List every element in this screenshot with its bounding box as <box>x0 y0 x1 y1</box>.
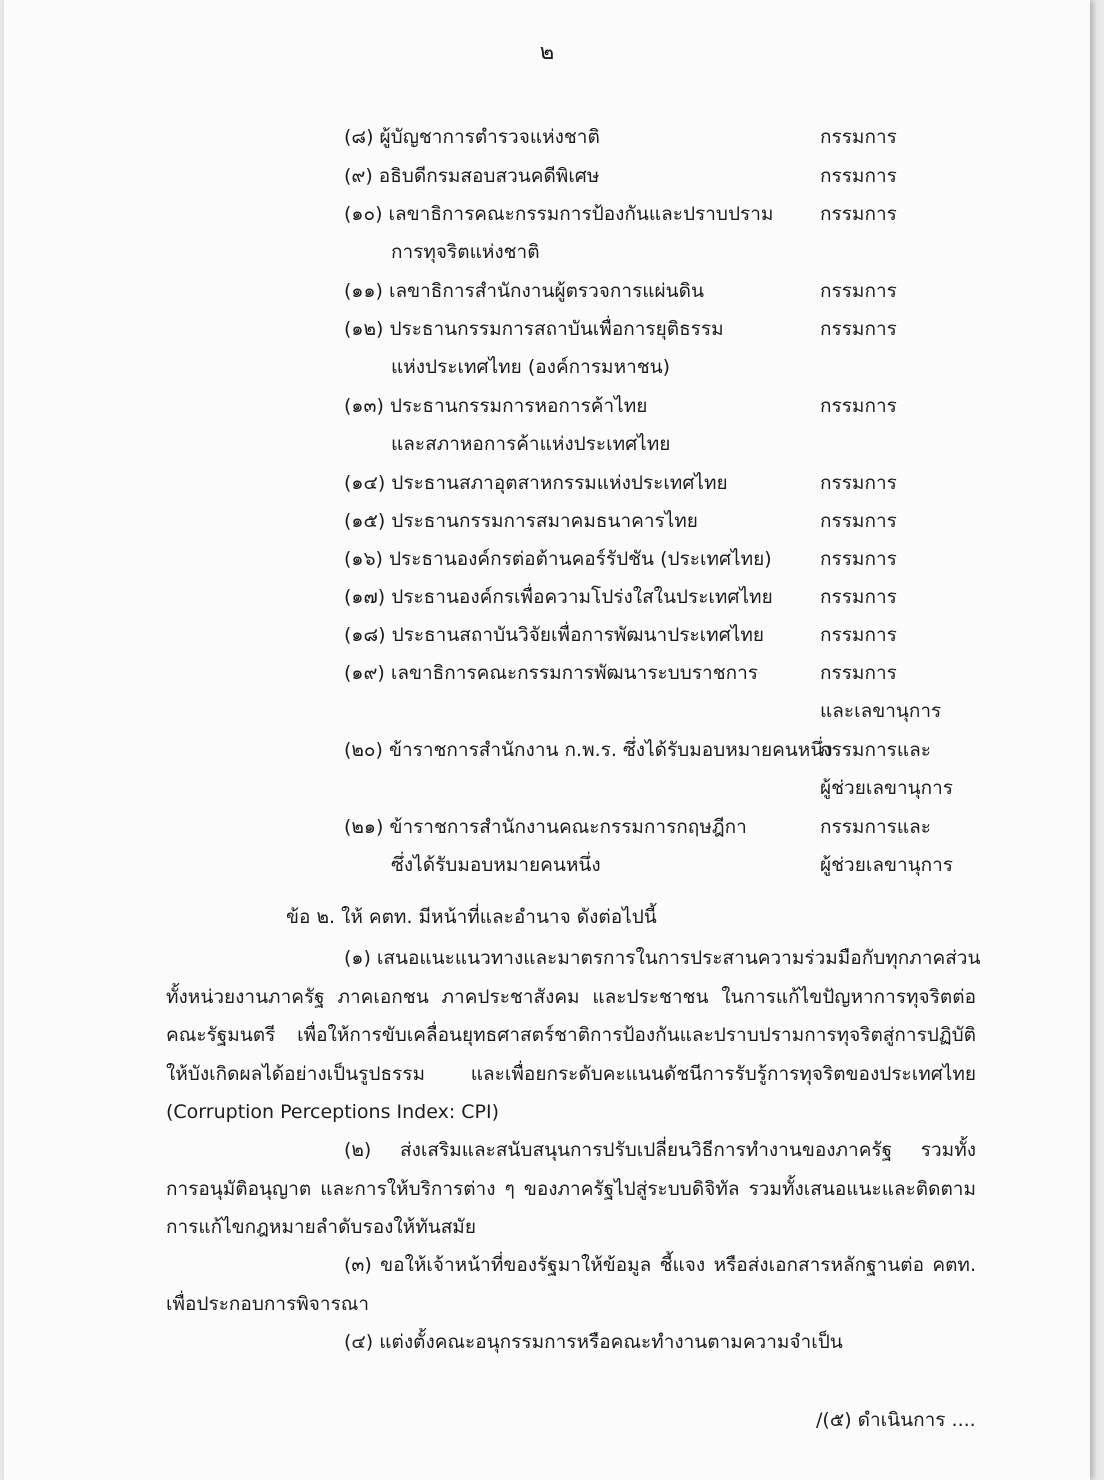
paragraph-line: (๑) เสนอแนะแนวทางและมาตรการในการประสานความร่วมมือกับทุกภาคส่วน <box>344 947 981 969</box>
member-line: (๑๐) เลขาธิการคณะกรรมการป้องกันและปราบปราม <box>344 203 774 225</box>
member-line-continued: การทุจริตแห่งชาติ <box>391 241 540 263</box>
member-role: กรรมการ <box>820 586 897 608</box>
paragraph-line: (Corruption Perceptions Index: CPI) <box>166 1101 500 1123</box>
member-role: กรรมการ <box>820 510 897 532</box>
paragraph-line: (๒) ส่งเสริมและสนับสนุนการปรับเปลี่ยนวิธีการทำงานของภาครัฐ รวมทั้ง <box>344 1139 976 1161</box>
member-role-continued: ผู้ช่วยเลขานุการ <box>820 854 953 876</box>
member-role: กรรมการ <box>820 318 897 340</box>
member-line: (๘) ผู้บัญชาการตำรวจแห่งชาติ <box>344 126 600 148</box>
member-line: (๒๑) ข้าราชการสำนักงานคณะกรรมการกฤษฎีกา <box>344 816 747 838</box>
member-line: (๑๔) ประธานสภาอุตสาหกรรมแห่งประเทศไทย <box>344 472 728 494</box>
duty-paragraph <box>166 1246 976 1323</box>
member-line: (๑๗) ประธานองค์กรเพื่อความโปร่งใสในประเทศไทย <box>344 586 773 608</box>
duty-paragraph <box>166 1323 976 1362</box>
member-line: (๑๕) ประธานกรรมการสมาคมธนาคารไทย <box>344 510 698 532</box>
member-role: กรรมการ <box>820 624 897 646</box>
member-role: กรรมการ <box>820 662 897 684</box>
member-line: (๑๑) เลขาธิการสำนักงานผู้ตรวจการแผ่นดิน <box>344 280 704 302</box>
member-line: (๑๒) ประธานกรรมการสถาบันเพื่อการยุติธรรม <box>344 318 724 340</box>
member-role-continued: และเลขานุการ <box>820 700 942 722</box>
paragraph-line: (๓) ขอให้เจ้าหน้าที่ของรัฐมาให้ข้อมูล ชี้แจง หรือส่งเอกสารหลักฐานต่อ คตท. <box>344 1254 976 1276</box>
member-line: (๑๘) ประธานสถาบันวิจัยเพื่อการพัฒนาประเทศไทย <box>344 624 764 646</box>
member-role: กรรมการและ <box>820 816 931 838</box>
member-role: กรรมการ <box>820 165 897 187</box>
continuation-note: /(๕) ดำเนินการ .... <box>816 1409 976 1431</box>
member-line: (๑๓) ประธานกรรมการหอการค้าไทย <box>344 395 648 417</box>
paragraph-line: เพื่อประกอบการพิจารณา <box>166 1292 370 1315</box>
member-line: (๙) อธิบดีกรมสอบสวนคดีพิเศษ <box>344 165 600 187</box>
member-line: (๑๖) ประธานองค์กรต่อต้านคอร์รัปชัน (ประเทศไทย) <box>344 548 772 570</box>
member-role: กรรมการ <box>820 203 897 225</box>
paragraph-line: การอนุมัติอนุญาต และการให้บริการต่าง ๆ ของภาครัฐไปสู่ระบบดิจิทัล รวมทั้งเสนอแนะและติดตาม <box>166 1177 976 1200</box>
duty-paragraph <box>166 939 981 1132</box>
document-page <box>4 0 1090 1480</box>
member-role: กรรมการ <box>820 395 897 417</box>
member-line-continued: แห่งประเทศไทย (องค์การมหาชน) <box>391 356 671 378</box>
member-line-continued: ซึ่งได้รับมอบหมายคนหนึ่ง <box>391 854 601 876</box>
member-role-continued: ผู้ช่วยเลขานุการ <box>820 777 953 799</box>
member-role: กรรมการ <box>820 548 897 570</box>
member-line: (๑๙) เลขาธิการคณะกรรมการพัฒนาระบบราชการ <box>344 662 758 684</box>
paragraph-line: ทั้งหน่วยงานภาครัฐ ภาคเอกชน ภาคประชาสังคม และประชาชน ในการแก้ไขปัญหาการทุจริตต่อ <box>166 985 976 1008</box>
duty-paragraph <box>166 1131 976 1247</box>
clause-heading: ข้อ ๒. ให้ คตท. มีหน้าที่และอำนาจ ดังต่อไปนี้ <box>286 906 657 928</box>
member-line: (๒๐) ข้าราชการสำนักงาน ก.พ.ร. ซึ่งได้รับมอบหมายคนหนึ่ง <box>344 739 833 761</box>
paragraph-line: ให้บังเกิดผลได้อย่างเป็นรูปธรรม และเพื่อยกระดับคะแนนดัชนีการรับรู้การทุจริตของประเทศไทย <box>166 1062 976 1085</box>
member-line-continued: และสภาหอการค้าแห่งประเทศไทย <box>391 433 671 455</box>
member-role: กรรมการ <box>820 126 897 148</box>
paragraph-line: คณะรัฐมนตรี เพื่อให้การขับเคลื่อนยุทธศาสตร์ชาติการป้องกันและปราบปรามการทุจริตสู่การปฏิบัติ <box>166 1024 976 1046</box>
paragraph-line: (๔) แต่งตั้งคณะอนุกรรมการหรือคณะทำงานตามความจำเป็น <box>344 1331 843 1353</box>
member-role: กรรมการ <box>820 472 897 494</box>
paragraph-line: การแก้ไขกฎหมายลำดับรองให้ทันสมัย <box>166 1216 476 1238</box>
member-role: กรรมการ <box>820 280 897 302</box>
page-number: ๒ <box>539 40 555 65</box>
member-role: กรรมการและ <box>820 739 931 761</box>
